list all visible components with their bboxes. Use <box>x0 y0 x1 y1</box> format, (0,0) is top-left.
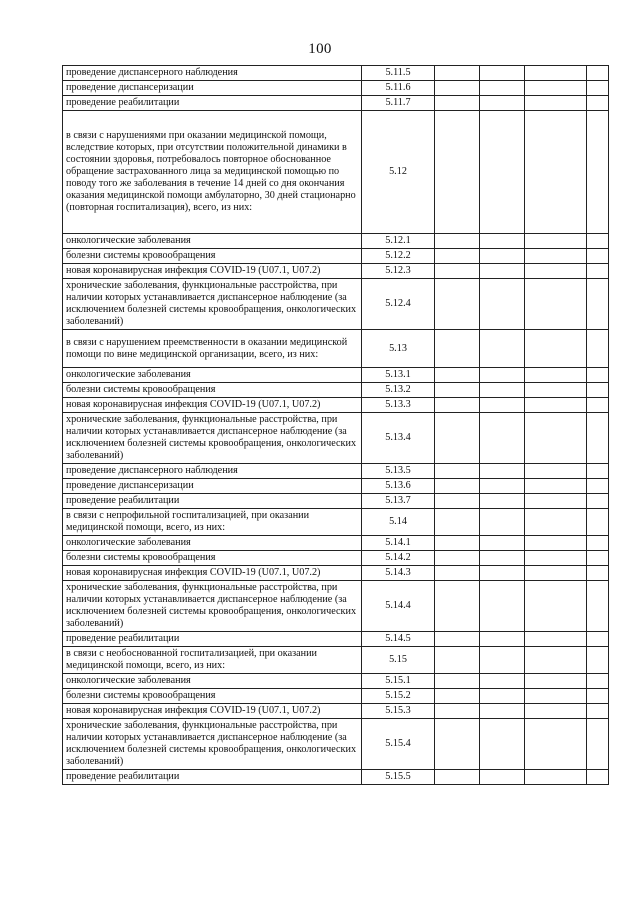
empty-value-cell <box>435 383 480 398</box>
empty-value-cell <box>480 330 525 368</box>
empty-value-cell <box>480 383 525 398</box>
table-row <box>63 413 609 464</box>
empty-value-cell <box>435 647 480 674</box>
row-indicator-name: в связи с нарушениями при оказании медицинской помощи, вследствие которых, при отсутствии положительной динамики в состоянии здоровья, потребовалось повторное обоснованное обращение застрахованного лица за медицинской помощью по поводу того же заболевания в течение 14 дней со дня окончания оказания медицинской помощи амбулаторно, 30 дней стационарно (повторная госпитализация), всего, из них: <box>63 111 362 234</box>
empty-value-cell <box>525 632 587 647</box>
empty-value-cell <box>587 770 609 785</box>
row-indicator-name: в связи с нарушением преемственности в оказании медицинской помощи по вине медицинской организации, всего, из них: <box>63 330 362 368</box>
row-indicator-name: проведение реабилитации <box>63 632 362 647</box>
empty-value-cell <box>525 674 587 689</box>
empty-value-cell <box>587 479 609 494</box>
empty-value-cell <box>587 249 609 264</box>
empty-value-cell <box>435 66 480 81</box>
empty-value-cell <box>525 494 587 509</box>
row-indicator-name: новая коронавирусная инфекция COVID-19 (U07.1, U07.2) <box>63 704 362 719</box>
empty-value-cell <box>435 111 480 234</box>
empty-value-cell <box>480 581 525 632</box>
empty-value-cell <box>587 509 609 536</box>
row-indicator-name: проведение реабилитации <box>63 770 362 785</box>
row-code: 5.11.7 <box>362 96 435 111</box>
empty-value-cell <box>525 719 587 770</box>
empty-value-cell <box>435 234 480 249</box>
table-row <box>63 704 609 719</box>
row-indicator-name: онкологические заболевания <box>63 234 362 249</box>
empty-value-cell <box>480 770 525 785</box>
row-code: 5.15.5 <box>362 770 435 785</box>
empty-value-cell <box>525 551 587 566</box>
empty-value-cell <box>480 234 525 249</box>
row-code: 5.14 <box>362 509 435 536</box>
empty-value-cell <box>587 81 609 96</box>
empty-value-cell <box>435 719 480 770</box>
empty-value-cell <box>587 674 609 689</box>
table-row <box>63 383 609 398</box>
empty-value-cell <box>435 479 480 494</box>
row-code: 5.14.4 <box>362 581 435 632</box>
empty-value-cell <box>525 566 587 581</box>
table-row <box>63 479 609 494</box>
table-row <box>63 330 609 368</box>
empty-value-cell <box>435 551 480 566</box>
row-indicator-name: новая коронавирусная инфекция COVID-19 (U07.1, U07.2) <box>63 264 362 279</box>
empty-value-cell <box>525 509 587 536</box>
row-code: 5.11.5 <box>362 66 435 81</box>
table-row <box>63 398 609 413</box>
row-indicator-name: проведение диспансерного наблюдения <box>63 66 362 81</box>
table-row <box>63 647 609 674</box>
row-code: 5.14.1 <box>362 536 435 551</box>
row-code: 5.13.2 <box>362 383 435 398</box>
empty-value-cell <box>525 81 587 96</box>
empty-value-cell <box>587 66 609 81</box>
row-indicator-name: в связи с необоснованной госпитализацией, при оказании медицинской помощи, всего, из них: <box>63 647 362 674</box>
empty-value-cell <box>525 647 587 674</box>
row-code: 5.12.4 <box>362 279 435 330</box>
empty-value-cell <box>480 494 525 509</box>
row-indicator-name: онкологические заболевания <box>63 368 362 383</box>
row-code: 5.15.1 <box>362 674 435 689</box>
row-indicator-name: новая коронавирусная инфекция COVID-19 (U07.1, U07.2) <box>63 566 362 581</box>
empty-value-cell <box>525 234 587 249</box>
row-code: 5.13 <box>362 330 435 368</box>
row-indicator-name: проведение диспансеризации <box>63 479 362 494</box>
empty-value-cell <box>480 368 525 383</box>
empty-value-cell <box>480 689 525 704</box>
row-code: 5.15.4 <box>362 719 435 770</box>
empty-value-cell <box>480 551 525 566</box>
empty-value-cell <box>587 494 609 509</box>
empty-value-cell <box>480 398 525 413</box>
empty-value-cell <box>587 647 609 674</box>
row-code: 5.13.4 <box>362 413 435 464</box>
empty-value-cell <box>480 647 525 674</box>
table-row <box>63 689 609 704</box>
row-code: 5.15.3 <box>362 704 435 719</box>
table-row <box>63 581 609 632</box>
empty-value-cell <box>587 330 609 368</box>
table-row <box>63 494 609 509</box>
empty-value-cell <box>525 479 587 494</box>
row-code: 5.13.5 <box>362 464 435 479</box>
row-indicator-name: в связи с непрофильной госпитализацией, при оказании медицинской помощи, всего, из них: <box>63 509 362 536</box>
empty-value-cell <box>587 581 609 632</box>
empty-value-cell <box>587 111 609 234</box>
table-row <box>63 551 609 566</box>
row-code: 5.13.7 <box>362 494 435 509</box>
empty-value-cell <box>587 383 609 398</box>
empty-value-cell <box>480 66 525 81</box>
empty-value-cell <box>480 413 525 464</box>
row-indicator-name: проведение реабилитации <box>63 96 362 111</box>
table-row <box>63 66 609 81</box>
empty-value-cell <box>435 81 480 96</box>
row-code: 5.14.3 <box>362 566 435 581</box>
empty-value-cell <box>525 96 587 111</box>
row-code: 5.14.5 <box>362 632 435 647</box>
row-code: 5.15 <box>362 647 435 674</box>
table-row <box>63 509 609 536</box>
row-code: 5.14.2 <box>362 551 435 566</box>
empty-value-cell <box>480 96 525 111</box>
empty-value-cell <box>587 398 609 413</box>
empty-value-cell <box>435 368 480 383</box>
table-row <box>63 249 609 264</box>
row-code: 5.13.6 <box>362 479 435 494</box>
empty-value-cell <box>525 264 587 279</box>
row-code: 5.13.3 <box>362 398 435 413</box>
row-indicator-name: хронические заболевания, функциональные расстройства, при наличии которых устанавливается диспансерное наблюдение (за исключением болезней системы кровообращения, онкологических заболеваний) <box>63 279 362 330</box>
empty-value-cell <box>435 96 480 111</box>
row-code: 5.15.2 <box>362 689 435 704</box>
empty-value-cell <box>587 279 609 330</box>
empty-value-cell <box>480 81 525 96</box>
row-indicator-name: новая коронавирусная инфекция COVID-19 (U07.1, U07.2) <box>63 398 362 413</box>
empty-value-cell <box>587 689 609 704</box>
empty-value-cell <box>587 536 609 551</box>
row-indicator-name: проведение диспансерного наблюдения <box>63 464 362 479</box>
row-indicator-name: онкологические заболевания <box>63 536 362 551</box>
empty-value-cell <box>587 719 609 770</box>
table-row <box>63 770 609 785</box>
empty-value-cell <box>435 494 480 509</box>
empty-value-cell <box>587 551 609 566</box>
table-row <box>63 536 609 551</box>
row-code: 5.11.6 <box>362 81 435 96</box>
empty-value-cell <box>435 279 480 330</box>
empty-value-cell <box>480 566 525 581</box>
empty-value-cell <box>435 581 480 632</box>
row-code: 5.12.1 <box>362 234 435 249</box>
table-row <box>63 264 609 279</box>
table-row <box>63 674 609 689</box>
empty-value-cell <box>435 330 480 368</box>
empty-value-cell <box>525 581 587 632</box>
empty-value-cell <box>435 509 480 536</box>
empty-value-cell <box>480 674 525 689</box>
empty-value-cell <box>435 536 480 551</box>
row-indicator-name: болезни системы кровообращения <box>63 689 362 704</box>
empty-value-cell <box>525 536 587 551</box>
empty-value-cell <box>435 464 480 479</box>
empty-value-cell <box>435 398 480 413</box>
empty-value-cell <box>480 704 525 719</box>
empty-value-cell <box>587 704 609 719</box>
empty-value-cell <box>435 770 480 785</box>
empty-value-cell <box>525 330 587 368</box>
empty-value-cell <box>525 368 587 383</box>
row-code: 5.12.3 <box>362 264 435 279</box>
table-row <box>63 719 609 770</box>
row-indicator-name: хронические заболевания, функциональные расстройства, при наличии которых устанавливается диспансерное наблюдение (за исключением болезней системы кровообращения, онкологических заболеваний) <box>63 413 362 464</box>
empty-value-cell <box>525 464 587 479</box>
empty-value-cell <box>525 704 587 719</box>
table-row <box>63 279 609 330</box>
empty-value-cell <box>587 413 609 464</box>
empty-value-cell <box>525 689 587 704</box>
empty-value-cell <box>435 704 480 719</box>
empty-value-cell <box>480 509 525 536</box>
table-row <box>63 464 609 479</box>
empty-value-cell <box>525 66 587 81</box>
empty-value-cell <box>480 536 525 551</box>
empty-value-cell <box>525 111 587 234</box>
empty-value-cell <box>480 719 525 770</box>
empty-value-cell <box>525 383 587 398</box>
empty-value-cell <box>587 632 609 647</box>
empty-value-cell <box>480 464 525 479</box>
row-indicator-name: проведение диспансеризации <box>63 81 362 96</box>
empty-value-cell <box>480 264 525 279</box>
page-number: 100 <box>308 41 332 57</box>
row-code: 5.13.1 <box>362 368 435 383</box>
row-code: 5.12.2 <box>362 249 435 264</box>
table-row <box>63 368 609 383</box>
empty-value-cell <box>480 632 525 647</box>
empty-value-cell <box>480 249 525 264</box>
empty-value-cell <box>480 111 525 234</box>
row-indicator-name: онкологические заболевания <box>63 674 362 689</box>
row-indicator-name: хронические заболевания, функциональные расстройства, при наличии которых устанавливается диспансерное наблюдение (за исключением болезней системы кровообращения, онкологических заболеваний) <box>63 581 362 632</box>
empty-value-cell <box>480 479 525 494</box>
table-row <box>63 96 609 111</box>
table-row <box>63 111 609 234</box>
empty-value-cell <box>525 249 587 264</box>
empty-value-cell <box>525 279 587 330</box>
table-row <box>63 234 609 249</box>
empty-value-cell <box>435 689 480 704</box>
empty-value-cell <box>587 368 609 383</box>
empty-value-cell <box>525 770 587 785</box>
empty-value-cell <box>435 566 480 581</box>
row-indicator-name: болезни системы кровообращения <box>63 551 362 566</box>
table-row <box>63 566 609 581</box>
row-code: 5.12 <box>362 111 435 234</box>
row-indicator-name: хронические заболевания, функциональные расстройства, при наличии которых устанавливается диспансерное наблюдение (за исключением болезней системы кровообращения, онкологических заболеваний) <box>63 719 362 770</box>
empty-value-cell <box>525 398 587 413</box>
empty-value-cell <box>587 464 609 479</box>
empty-value-cell <box>435 249 480 264</box>
empty-value-cell <box>587 96 609 111</box>
empty-value-cell <box>435 632 480 647</box>
report-table <box>62 65 609 785</box>
empty-value-cell <box>587 566 609 581</box>
empty-value-cell <box>480 279 525 330</box>
empty-value-cell <box>435 674 480 689</box>
empty-value-cell <box>587 234 609 249</box>
report-table-body <box>63 66 609 785</box>
empty-value-cell <box>587 264 609 279</box>
row-indicator-name: болезни системы кровообращения <box>63 249 362 264</box>
table-row <box>63 632 609 647</box>
row-indicator-name: проведение реабилитации <box>63 494 362 509</box>
row-indicator-name: болезни системы кровообращения <box>63 383 362 398</box>
empty-value-cell <box>525 413 587 464</box>
empty-value-cell <box>435 264 480 279</box>
table-row <box>63 81 609 96</box>
empty-value-cell <box>435 413 480 464</box>
